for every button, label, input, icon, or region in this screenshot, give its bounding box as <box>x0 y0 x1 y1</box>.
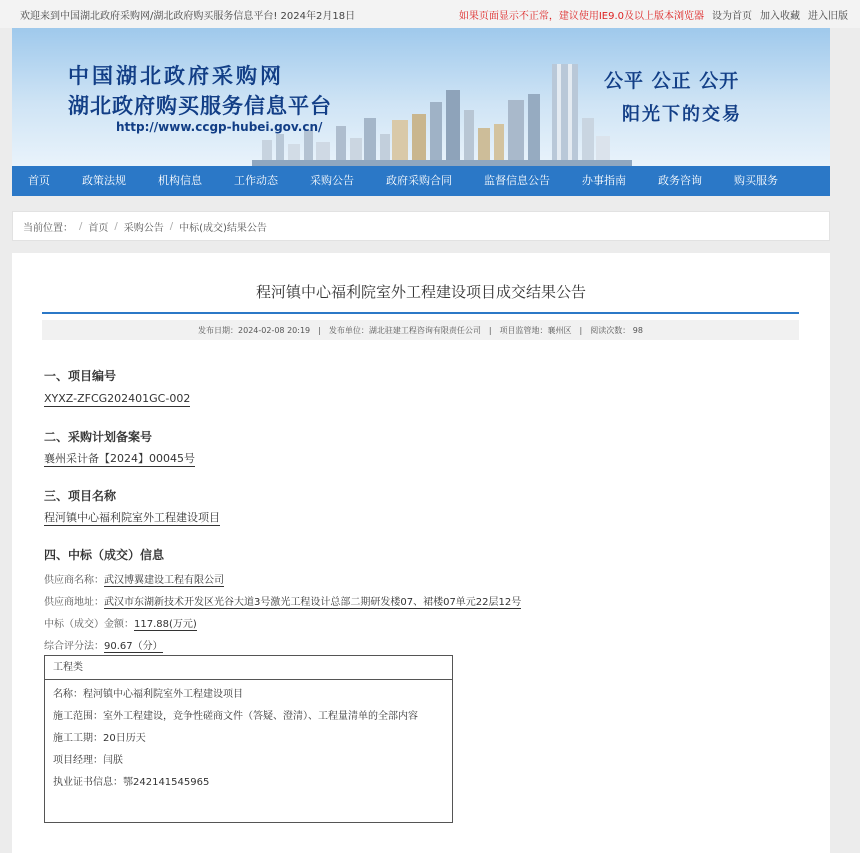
project-manager: 项目经理：闫朕 <box>53 755 123 766</box>
project-name-value: 程河镇中心福利院室外工程建设项目 <box>44 511 220 524</box>
supplier-name-row <box>44 571 224 586</box>
add-favorite-link[interactable]: 加入收藏 <box>760 10 800 22</box>
nav-item-policy[interactable]: 政策法规 <box>82 174 126 187</box>
site-url: http://www.ccgp-hubei.gov.cn/ <box>116 120 323 134</box>
breadcrumb: 当前位置： / 首页 / 采购公告 / 中标(成交)结果公告 <box>12 211 830 241</box>
award-amount-row <box>44 615 197 630</box>
nav-item-procurement-notices[interactable]: 采购公告 <box>310 174 354 187</box>
supplier-address-value: 武汉市东湖新技术开发区光谷大道3号激光工程设计总部二期研发楼07、裙楼07单元22层12号 <box>104 597 522 608</box>
article-content <box>12 253 830 853</box>
site-title-line2: 湖北政府购买服务信息平台 <box>68 93 332 118</box>
article-title: 程河镇中心福利院室外工程建设项目成交结果公告 <box>255 283 586 301</box>
plan-number-value: 襄州采计备【2024】00045号 <box>44 452 195 465</box>
breadcrumb-procurement-notices[interactable]: 采购公告 <box>123 222 164 234</box>
breadcrumb-prefix: 当前位置： <box>23 222 73 234</box>
supervision-region: 项目监管地：襄州区 <box>499 325 572 335</box>
section-plan-number-heading: 二、采购计划备案号 <box>44 430 153 444</box>
top-bar-right <box>459 7 848 22</box>
old-version-link[interactable]: 进入旧版 <box>808 10 848 22</box>
score-row <box>44 637 163 652</box>
top-bar <box>0 0 860 28</box>
title-divider <box>42 312 799 314</box>
site-title-line1: 中国湖北政府采购网 <box>68 63 284 88</box>
browser-warning: 如果页面显示不正常，建议使用IE9.0及以上版本浏览器 <box>458 10 704 22</box>
project-details-box <box>44 655 453 823</box>
project-category-header: 工程类 <box>45 656 452 680</box>
section-project-name-heading: 三、项目名称 <box>44 489 117 503</box>
nav-item-work-news[interactable]: 工作动态 <box>234 174 278 187</box>
award-amount-value: 117.88(万元) <box>134 619 197 630</box>
nav-item-guide[interactable]: 办事指南 <box>582 174 626 187</box>
nav-item-home[interactable]: 首页 <box>28 174 50 187</box>
construction-duration: 施工工期：20日历天 <box>53 733 146 744</box>
welcome-text: 欢迎来到中国湖北政府采购网/湖北政府购买服务信息平台! 2024年2月18日 <box>20 10 356 22</box>
set-home-link[interactable]: 设为首页 <box>712 10 752 22</box>
supplier-name-value: 武汉博翼建设工程有限公司 <box>104 575 224 586</box>
project-name-detail: 名称：程河镇中心福利院室外工程建设项目 <box>53 689 243 700</box>
publish-date: 发布日期：2024-02-08 20:19 <box>198 325 311 335</box>
nav-item-purchase-services[interactable]: 购买服务 <box>734 174 778 187</box>
construction-scope: 施工范围：室外工程建设，竞争性磋商文件（答疑、澄清）、工程量清单的全部内容 <box>53 711 418 722</box>
breadcrumb-home[interactable]: 首页 <box>88 222 109 234</box>
view-count: 阅读次数： 98 <box>590 325 643 335</box>
certificate-info: 执业证书信息：鄂242141545965 <box>53 777 210 788</box>
article-meta: 发布日期：2024-02-08 20:19 | 发布单位：湖北驻建工程咨询有限责任公司 | 项目监管地：襄州区 | 阅读次数： 98 <box>42 320 799 340</box>
score-value: 90.67（分） <box>104 641 163 652</box>
section-award-info-heading: 四、中标（成交）信息 <box>44 548 165 562</box>
project-number-value: XYXZ-ZFCG202401GC-002 <box>44 392 191 405</box>
main-nav <box>12 166 830 196</box>
supplier-name-label: 供应商名称： <box>44 575 104 586</box>
breadcrumb-award-results[interactable]: 中标(成交)结果公告 <box>179 222 267 234</box>
nav-item-institutions[interactable]: 机构信息 <box>158 174 202 187</box>
publisher: 发布单位：湖北驻建工程咨询有限责任公司 <box>328 325 481 335</box>
nav-item-supervision[interactable]: 监督信息公告 <box>484 174 550 187</box>
site-banner <box>12 28 830 166</box>
section-project-number-heading: 一、项目编号 <box>44 369 117 383</box>
slogan-line1: 公平 公正 公开 <box>604 70 740 92</box>
nav-item-contracts[interactable]: 政府采购合同 <box>386 174 452 187</box>
award-amount-label: 中标（成交）金额： <box>44 619 134 630</box>
score-label: 综合评分法： <box>44 641 104 652</box>
slogan-line2: 阳光下的交易 <box>622 104 742 125</box>
nav-item-consulting[interactable]: 政务咨询 <box>658 174 702 187</box>
supplier-address-label: 供应商地址： <box>44 597 104 608</box>
supplier-address-row <box>44 593 521 608</box>
